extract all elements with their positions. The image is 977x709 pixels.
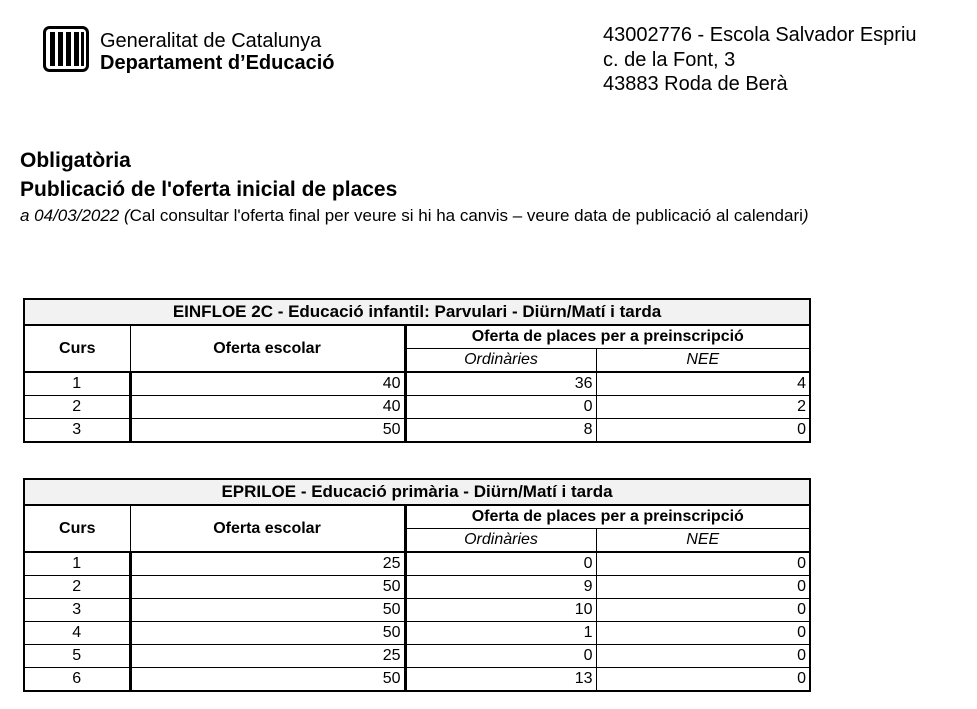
col-header-curs: Curs	[24, 325, 130, 372]
cell-curs: 3	[24, 419, 130, 443]
table-row	[24, 599, 810, 622]
cell-oferta: 40	[130, 372, 405, 396]
cell-curs: 3	[24, 599, 130, 622]
cell-ordinaries: 0	[405, 645, 596, 668]
table-row	[24, 419, 810, 443]
cell-oferta: 50	[130, 599, 405, 622]
generalitat-logo-icon	[43, 26, 89, 72]
table-row	[24, 668, 810, 692]
table-row	[24, 396, 810, 419]
org-line-2: Departament d’Educació	[100, 52, 335, 74]
cell-nee: 0	[596, 599, 810, 622]
cell-nee: 4	[596, 372, 810, 396]
cell-nee: 2	[596, 396, 810, 419]
date-prefix: a 04/03/2022 (	[20, 206, 130, 225]
page-heading	[20, 146, 397, 204]
cell-curs: 2	[24, 576, 130, 599]
table-row	[24, 372, 810, 396]
cell-ordinaries: 9	[405, 576, 596, 599]
address-line: 43002776 - Escola Salvador Espriu	[603, 24, 917, 46]
col-header-oferta: Oferta escolar	[130, 325, 405, 372]
cell-curs: 1	[24, 372, 130, 396]
offer-table-infantil	[23, 298, 811, 443]
cell-curs: 1	[24, 552, 130, 576]
table-row	[24, 576, 810, 599]
cell-ordinaries: 0	[405, 396, 596, 419]
table-row	[24, 645, 810, 668]
date-note	[20, 206, 809, 226]
cell-oferta: 50	[130, 668, 405, 692]
org-line-1: Generalitat de Catalunya	[100, 30, 322, 52]
cell-ordinaries: 13	[405, 668, 596, 692]
table-row	[24, 552, 810, 576]
cell-oferta: 25	[130, 552, 405, 576]
cell-ordinaries: 8	[405, 419, 596, 443]
col-header-ordinaries: Ordinàries	[405, 529, 596, 553]
cell-curs: 2	[24, 396, 130, 419]
note-text: Cal consultar l'oferta final per veure si hi ha canvis – veure data de publicació al calendari	[129, 206, 803, 225]
school-address	[603, 23, 917, 97]
cell-oferta: 40	[130, 396, 405, 419]
cell-ordinaries: 10	[405, 599, 596, 622]
col-header-ordinaries: Ordinàries	[405, 349, 596, 373]
cell-nee: 0	[596, 645, 810, 668]
org-name	[100, 30, 335, 74]
col-header-places: Oferta de places per a preinscripció	[405, 505, 810, 529]
address-line: c. de la Font, 3	[603, 48, 736, 71]
cell-oferta: 50	[130, 419, 405, 443]
cell-ordinaries: 36	[405, 372, 596, 396]
cell-curs: 5	[24, 645, 130, 668]
page-title: Obligatòria	[20, 149, 131, 172]
col-header-curs: Curs	[24, 505, 130, 552]
table-title: EINFLOE 2C - Educació infantil: Parvulari - Diürn/Matí i tarda	[24, 299, 810, 325]
cell-oferta: 50	[130, 576, 405, 599]
cell-nee: 0	[596, 419, 810, 443]
cell-nee: 0	[596, 552, 810, 576]
offer-table-primaria	[23, 478, 811, 692]
page-subtitle: Publicació de l'oferta inicial de places	[20, 178, 398, 201]
cell-nee: 0	[596, 576, 810, 599]
table-row	[24, 622, 810, 645]
cell-ordinaries: 1	[405, 622, 596, 645]
table-title: EPRILOE - Educació primària - Diürn/Matí i tarda	[24, 479, 810, 505]
cell-oferta: 25	[130, 645, 405, 668]
cell-oferta: 50	[130, 622, 405, 645]
col-header-nee: NEE	[596, 529, 810, 553]
address-line: 43883 Roda de Berà	[603, 73, 788, 95]
cell-ordinaries: 0	[405, 552, 596, 576]
col-header-oferta: Oferta escolar	[130, 505, 405, 552]
col-header-nee: NEE	[596, 349, 810, 373]
cell-nee: 0	[596, 668, 810, 692]
cell-nee: 0	[596, 622, 810, 645]
col-header-places: Oferta de places per a preinscripció	[405, 325, 810, 349]
cell-curs: 4	[24, 622, 130, 645]
cell-curs: 6	[24, 668, 130, 692]
note-close: )	[802, 206, 809, 225]
